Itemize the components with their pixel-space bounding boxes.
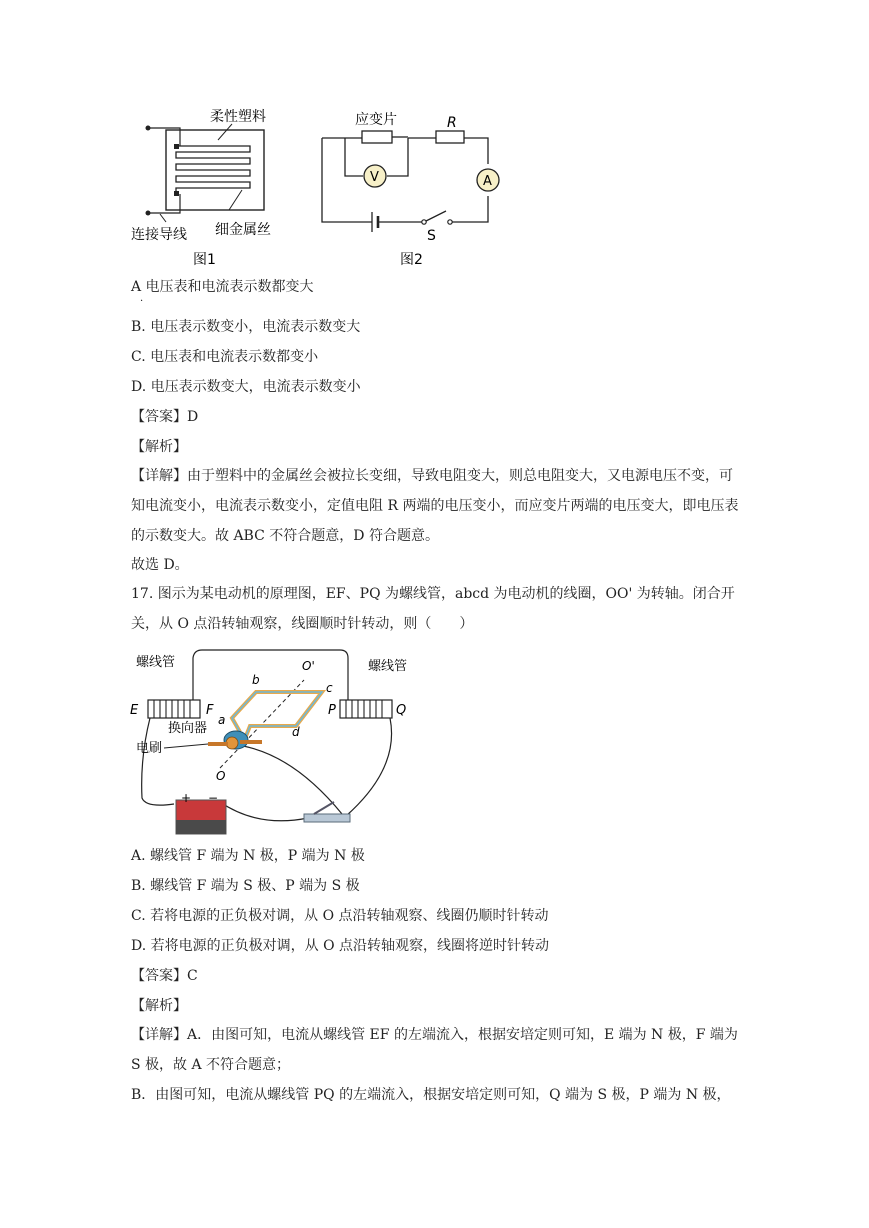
label-plastic: 柔性塑料 — [210, 109, 266, 125]
svg-text:A: A — [483, 174, 492, 189]
brush-right — [240, 740, 262, 744]
label-brush: 电刷 — [136, 741, 163, 756]
svg-text:Q: Q — [396, 703, 407, 718]
q17-stem: 17. 图示为某电动机的原理图，EF、PQ 为螺线管，abcd 为电动机的线圈，OO' 为转轴。闭合开关，从 O 点沿转轴观察，线圈顺时针转动，则（ ） — [131, 586, 735, 632]
q16-analysis: 【解析】 — [131, 439, 187, 455]
q17-option-d: D. 若将电源的正负极对调，从 O 点沿转轴观察，线圈将逆时针转动 — [131, 938, 550, 954]
q17-detail-b: B．由图可知，电流从螺线管 PQ 的左端流入，根据安培定则可知，Q 端为 S 极，P 端为 N 极， — [131, 1087, 731, 1103]
svg-text:E: E — [130, 703, 139, 718]
fig2-caption: 图2 — [400, 252, 423, 268]
label-solenoid-right: 螺线管 — [368, 659, 408, 674]
q16-choose: 故选 D。 — [131, 557, 189, 573]
brush-left — [208, 742, 228, 746]
q16-option-a: A 电压表和电流表示数都变大 — [131, 279, 314, 295]
svg-text:b: b — [252, 673, 260, 687]
label-solenoid-left: 螺线管 — [136, 655, 176, 670]
circuit-wire — [322, 138, 488, 222]
figure-strain-gauge — [0, 0, 869, 280]
solenoid-ef — [148, 700, 200, 718]
label-R: R — [447, 115, 457, 131]
figure-motor — [128, 648, 428, 838]
label-commutator: 换向器 — [168, 721, 208, 736]
svg-text:O: O — [216, 769, 226, 783]
dot-mark: · — [140, 296, 144, 307]
svg-text:+: + — [181, 791, 192, 805]
svg-text:O': O' — [302, 659, 315, 673]
q16-option-b: B. 电压表示数变小，电流表示数变大 — [131, 319, 361, 335]
svg-text:V: V — [370, 170, 379, 185]
svg-text:a: a — [218, 713, 226, 727]
q17-option-c: C. 若将电源的正负极对调，从 O 点沿转轴观察、线圈仍顺时针转动 — [131, 908, 549, 924]
q16-detail: 【详解】由于塑料中的金属丝会被拉长变细，导致电阻变大，则总电阻变大，又电源电压不变，可知电流变小，电流表示数变小，定值电阻 R 两端的电压变小，而应变片两端的电压变大，即电压表的示数变大。故 ABC 不符合题意，D 符合题意。 — [131, 468, 739, 544]
solenoid-pq — [340, 700, 392, 718]
q17-detail-a: 【详解】A．由图可知，电流从螺线管 EF 的左端流入，根据安培定则可知，E 端为 N 极，F 端为 S 极，故 A 不符合题意； — [131, 1027, 738, 1073]
svg-text:P: P — [328, 703, 336, 718]
label-strain-gauge: 应变片 — [355, 112, 397, 128]
svg-text:−: − — [208, 791, 219, 805]
q17-option-b: B. 螺线管 F 端为 S 极、P 端为 S 极 — [131, 878, 360, 894]
q17-analysis: 【解析】 — [131, 998, 187, 1014]
label-lead-wire: 连接导线 — [131, 227, 187, 243]
svg-text:d: d — [292, 725, 300, 739]
switch-S — [426, 211, 446, 221]
switch — [304, 814, 350, 822]
q17-answer: 【答案】C — [131, 968, 198, 984]
label-metal-wire: 细金属丝 — [215, 222, 271, 238]
fig1-caption: 图1 — [193, 252, 216, 268]
resistor-R — [436, 131, 464, 143]
q16-option-d: D. 电压表示数变大，电流表示数变小 — [131, 379, 361, 395]
svg-text:F: F — [206, 703, 214, 718]
q17-option-a: A. 螺线管 F 端为 N 极，P 端为 N 极 — [131, 848, 365, 864]
q16-answer: 【答案】D — [131, 409, 199, 425]
q16-option-c: C. 电压表和电流表示数都变小 — [131, 349, 319, 365]
metal-wire — [176, 146, 250, 194]
strain-gauge-resistor — [362, 131, 392, 143]
label-S: S — [427, 228, 436, 244]
coil-abcd — [232, 692, 322, 736]
svg-text:c: c — [326, 681, 333, 695]
